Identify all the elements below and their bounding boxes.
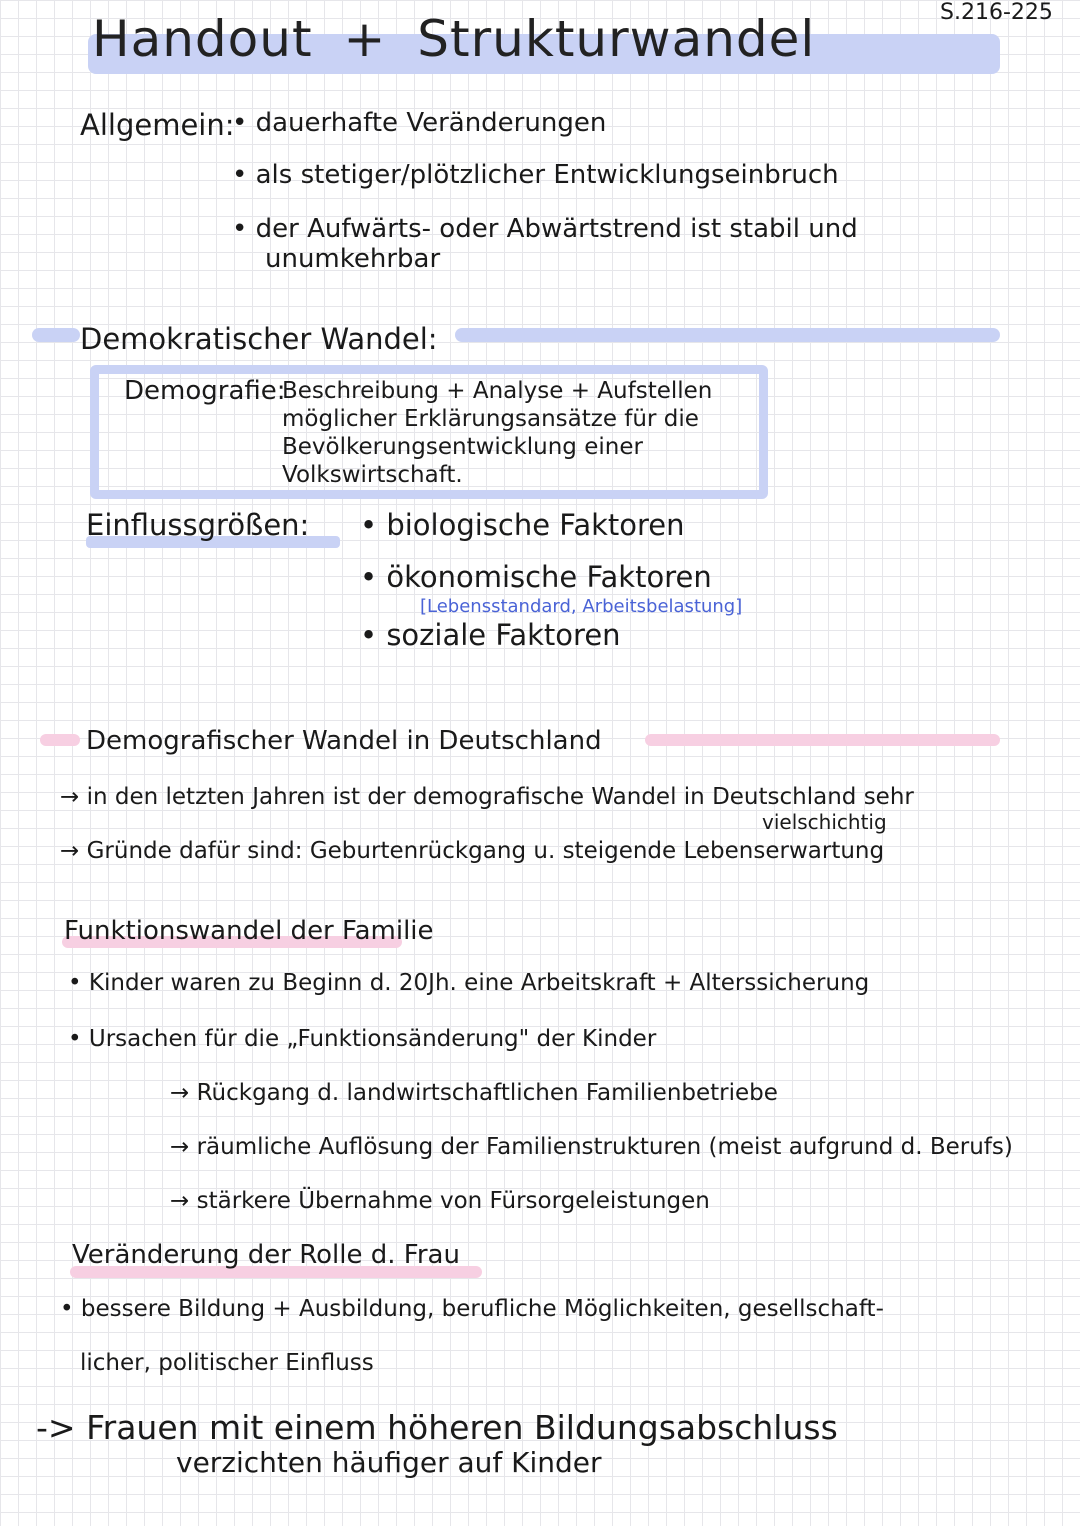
allgemein-point-1: • dauerhafte Veränderungen <box>232 108 607 138</box>
demo-heading-highlight-right <box>455 328 1000 342</box>
factor-oekonomisch: • ökonomische Faktoren <box>360 560 712 594</box>
frau-conclusion: -> Frauen mit einem höheren Bildungsabschluss <box>36 1408 838 1447</box>
factor-note: [Lebensstandard, Arbeitsbelastung] <box>420 596 743 617</box>
definition-term: Demografie: <box>124 376 286 406</box>
deutschland-line-1: → in den letzten Jahren ist der demografische Wandel in Deutschland sehr <box>60 784 914 810</box>
familie-cause-2: → räumliche Auflösung der Familienstrukturen (meist aufgrund d. Berufs) <box>170 1134 1013 1160</box>
deutschland-heading: Demografischer Wandel in Deutschland <box>86 726 602 756</box>
page-reference: S.216-225 <box>940 0 1053 25</box>
allgemein-point-3-cont: unumkehrbar <box>265 244 441 274</box>
familie-point-2: • Ursachen für die „Funktionsänderung" der Kinder <box>68 1026 657 1052</box>
factor-biologisch: • biologische Faktoren <box>360 508 685 542</box>
definition-line-2: möglicher Erklärungsansätze für die <box>282 406 699 432</box>
definition-line-4: Volkswirtschaft. <box>282 462 463 488</box>
deutschland-heading-highlight-right <box>645 734 1000 746</box>
definition-line-1: Beschreibung + Analyse + Aufstellen <box>282 378 713 404</box>
frau-point-1-cont: licher, politischer Einfluss <box>80 1350 374 1376</box>
definition-line-3: Bevölkerungsentwicklung einer <box>282 434 643 460</box>
familie-cause-1: → Rückgang d. landwirtschaftlichen Familienbetriebe <box>170 1080 778 1106</box>
demo-heading-highlight-left <box>32 328 80 342</box>
deutschland-heading-highlight-left <box>40 734 80 746</box>
page-title: Handout + Strukturwandel <box>92 10 816 68</box>
factors-label: Einflussgrößen: <box>86 508 310 542</box>
deutschland-line-2: → Gründe dafür sind: Geburtenrückgang u. steigende Lebenserwartung <box>60 838 885 864</box>
allgemein-point-2: • als stetiger/plötzlicher Entwicklungseinbruch <box>232 160 839 190</box>
familie-heading: Funktionswandel der Familie <box>64 916 434 946</box>
frau-conclusion-cont: verzichten häufiger auf Kinder <box>176 1446 602 1479</box>
deutschland-line-1-cont: vielschichtig <box>762 810 887 834</box>
factor-sozial: • soziale Faktoren <box>360 618 621 652</box>
demografischer-wandel-heading: Demokratischer Wandel: <box>80 322 438 356</box>
familie-point-1: • Kinder waren zu Beginn d. 20Jh. eine Arbeitskraft + Alterssicherung <box>68 970 870 996</box>
frau-heading: Veränderung der Rolle d. Frau <box>72 1240 460 1270</box>
frau-point-1: • bessere Bildung + Ausbildung, berufliche Möglichkeiten, gesellschaft- <box>60 1296 884 1322</box>
allgemein-point-3: • der Aufwärts- oder Abwärtstrend ist stabil und <box>232 214 858 244</box>
allgemein-label: Allgemein: <box>80 108 235 142</box>
familie-cause-3: → stärkere Übernahme von Fürsorgeleistungen <box>170 1188 710 1214</box>
